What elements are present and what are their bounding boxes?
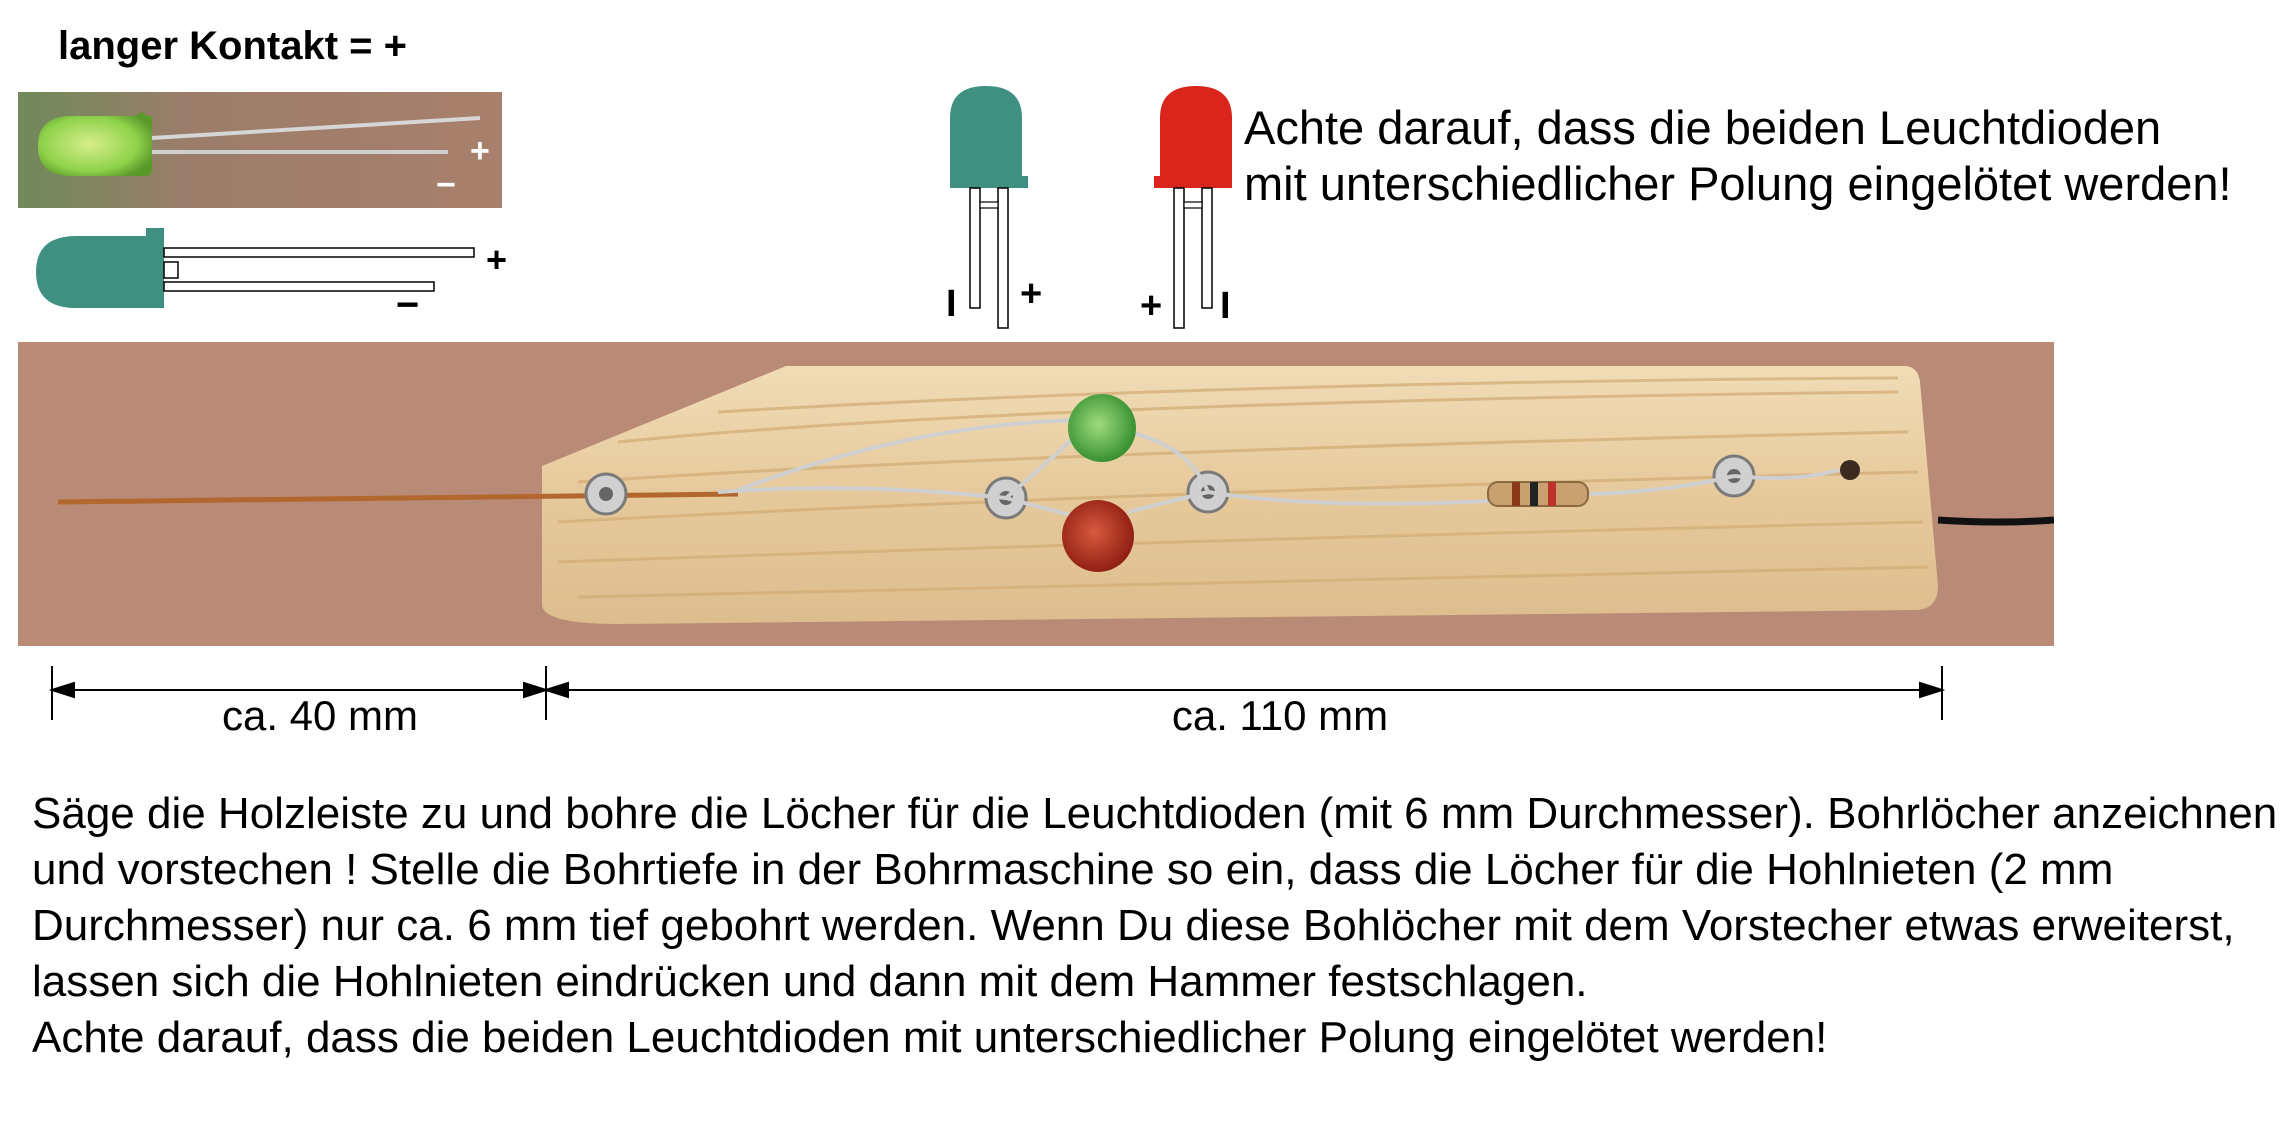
red-led-body xyxy=(1154,86,1232,188)
green-led-diagram xyxy=(940,84,1070,344)
polarity-note-line1: Achte darauf, dass die beiden Leuchtdioden xyxy=(1244,101,2162,154)
long-contact-label: langer Kontakt = + xyxy=(58,24,407,68)
led-side-diagram xyxy=(36,228,536,328)
board-green-led xyxy=(1068,394,1136,462)
black-cable xyxy=(1938,520,2054,522)
dimension-right-label: ca. 110 mm xyxy=(1171,692,1389,739)
polarity-note-line2: mit unterschiedlicher Polung eingelötet werden! xyxy=(1244,157,2232,210)
long-lead xyxy=(164,248,474,257)
side-plus-sign: + xyxy=(486,239,508,280)
dimension-left-label: ca. 40 mm xyxy=(221,692,419,739)
red-plus-sign: + xyxy=(1140,285,1163,327)
short-lead xyxy=(164,282,434,291)
led-side-body xyxy=(36,228,164,308)
photo-minus-sign: − xyxy=(436,166,456,204)
board-red-led xyxy=(1062,500,1134,572)
led-photo xyxy=(18,92,502,208)
board-photo xyxy=(18,342,2054,646)
instructions-paragraph-2: Achte darauf, dass die beiden Leuchtdioden mit unterschiedlicher Polung eingelötet werden! xyxy=(32,1013,1828,1062)
green-plus-sign: + xyxy=(1020,273,1043,315)
green-led-body xyxy=(950,86,1028,188)
green-minus-bar: I xyxy=(946,283,957,325)
polarity-note xyxy=(1244,100,2232,212)
photo-plus-sign: + xyxy=(470,132,490,170)
red-minus-bar: I xyxy=(1220,285,1231,327)
side-minus-sign: − xyxy=(396,283,420,327)
instructions-paragraph-1: Säge die Holzleiste zu und bohre die Löcher für die Leuchtdioden (mit 6 mm Durchmesser). Bohrlöcher anzeichnen und vorstechen ! Stelle die Bohrtiefe in der Bohrmaschine so ein, dass die Löcher für die Hohlnieten (2 mm Durchmesser) nur ca. 6 mm tief gebohrt werden. Wenn Du diese Bohlöcher mit dem Vorstecher etwas erweiterst, lassen sich die Hohlnieten eindrücken und dann mit dem Hammer festschlagen. xyxy=(32,789,2278,1006)
instructions xyxy=(32,786,2282,1066)
